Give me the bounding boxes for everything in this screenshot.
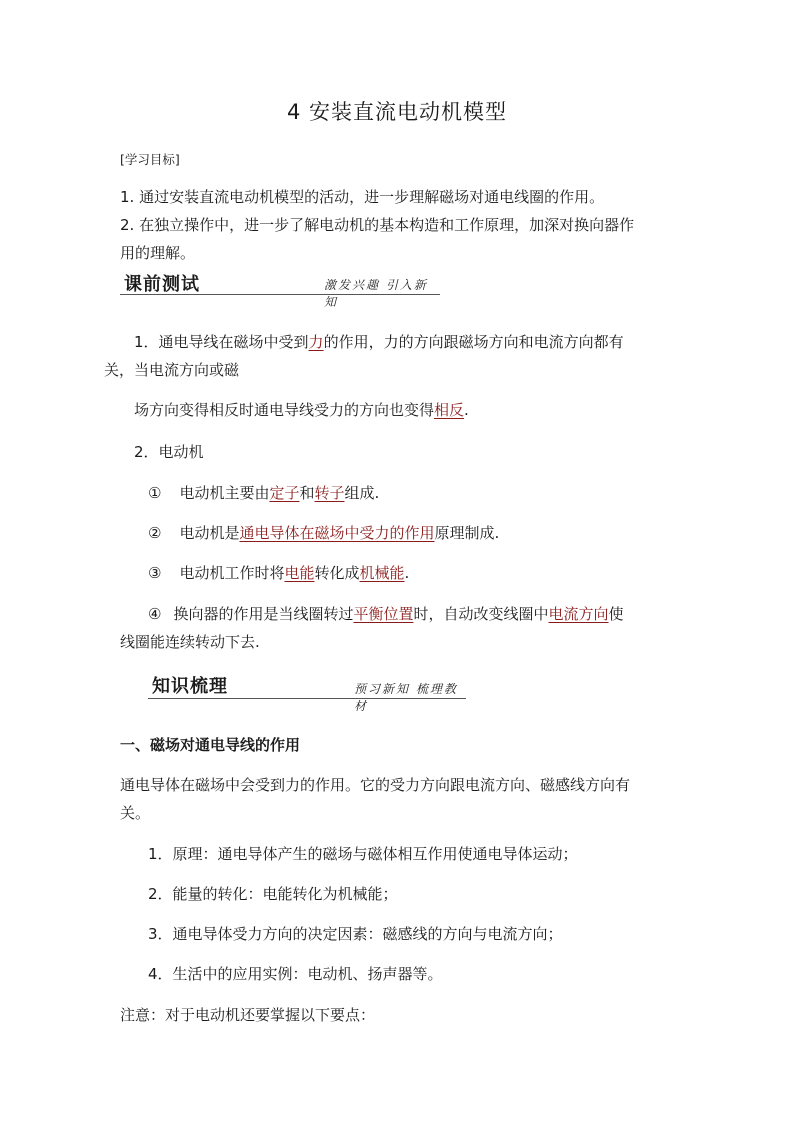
- list-item: 1．原理：通电导体产生的磁场与磁体相互作用使通电导体运动；: [148, 845, 578, 863]
- answer-stator: 定子: [269, 484, 300, 502]
- text: 1．通电导线在磁场中受到: [134, 333, 309, 351]
- text: 原理制成.: [434, 524, 500, 542]
- text: 使: [608, 605, 624, 623]
- section-heading: 一、磁场对通电导线的作用: [120, 736, 301, 754]
- banner-rule: [148, 698, 466, 699]
- list-item: 2．能量的转化：电能转化为机械能；: [148, 885, 398, 903]
- text: 时，自动改变线圈中: [413, 605, 549, 623]
- objectives-label: [学习目标]: [120, 152, 180, 167]
- banner-title: 课前测试: [124, 274, 200, 295]
- question-2-item-2: [148, 520, 499, 546]
- question-1-line-1: [134, 329, 624, 355]
- section-banner-pretest: [120, 268, 440, 309]
- answer-principle: 通电导体在磁场中受力的作用: [239, 524, 435, 542]
- text: 的作用，力的方向跟磁场方向和电流方向都有: [323, 333, 624, 351]
- text: 电动机主要由: [179, 484, 270, 502]
- banner-title: 知识梳理: [152, 676, 228, 697]
- text: 场方向变得相反时通电导线受力的方向也变得: [134, 401, 435, 419]
- question-1-line-3: [134, 397, 469, 423]
- note: 注意：对于电动机还要掌握以下要点：: [120, 1006, 376, 1024]
- text: .: [464, 401, 469, 419]
- objective-1: 1. 通过安装直流电动机模型的活动，进一步理解磁场对通电线圈的作用。: [120, 188, 605, 206]
- section-banner-knowledge: [148, 670, 466, 713]
- answer-mechanical-energy: 机械能: [359, 564, 405, 582]
- question-2-item-4: [148, 601, 624, 627]
- item-number: ④: [148, 605, 162, 623]
- objective-2-continued: 用的理解。: [120, 244, 196, 262]
- answer-balance-position: 平衡位置: [353, 605, 414, 623]
- text: 和: [299, 484, 315, 502]
- list-item: 4．生活中的应用实例：电动机、扬声器等。: [148, 965, 443, 983]
- question-2-label: 2．电动机: [134, 443, 204, 461]
- text: 转化成: [314, 564, 360, 582]
- question-1-line-2: 关，当电流方向或磁: [104, 361, 240, 379]
- question-2-item-1: [148, 480, 379, 506]
- answer-electric-energy: 电能: [284, 564, 315, 582]
- answer-opposite: 相反: [434, 401, 465, 419]
- answer-force: 力: [308, 333, 324, 351]
- question-2-item-3: [148, 560, 409, 586]
- answer-current-direction: 电流方向: [548, 605, 609, 623]
- answer-rotor: 转子: [314, 484, 345, 502]
- text: 换向器的作用是当线圈转过: [173, 605, 354, 623]
- banner-subtitle: 预习新知 梳理教材: [354, 682, 458, 713]
- text: 电动机工作时将: [179, 564, 285, 582]
- question-2-item-4-continued: 线圈能连续转动下去.: [120, 633, 260, 651]
- item-number: ②: [148, 524, 162, 542]
- item-number: ③: [148, 564, 162, 582]
- section-intro-line-2: 关。: [120, 804, 151, 822]
- item-number: ①: [148, 484, 162, 502]
- page-title: 4 安装直流电动机模型: [286, 100, 508, 124]
- banner-rule: [120, 294, 440, 295]
- text: 电动机是: [179, 524, 240, 542]
- objective-2: 2. 在独立操作中，进一步了解电动机的基本构造和工作原理，加深对换向器作: [120, 216, 635, 234]
- text: .: [404, 564, 410, 582]
- banner-subtitle: 激发兴趣 引入新知: [324, 278, 428, 309]
- list-item: 3．通电导体受力方向的决定因素：磁感线的方向与电流方向；: [148, 925, 563, 943]
- section-intro-line-1: 通电导体在磁场中会受到力的作用。它的受力方向跟电流方向、磁感线方向有: [120, 776, 631, 794]
- text: 组成.: [344, 484, 380, 502]
